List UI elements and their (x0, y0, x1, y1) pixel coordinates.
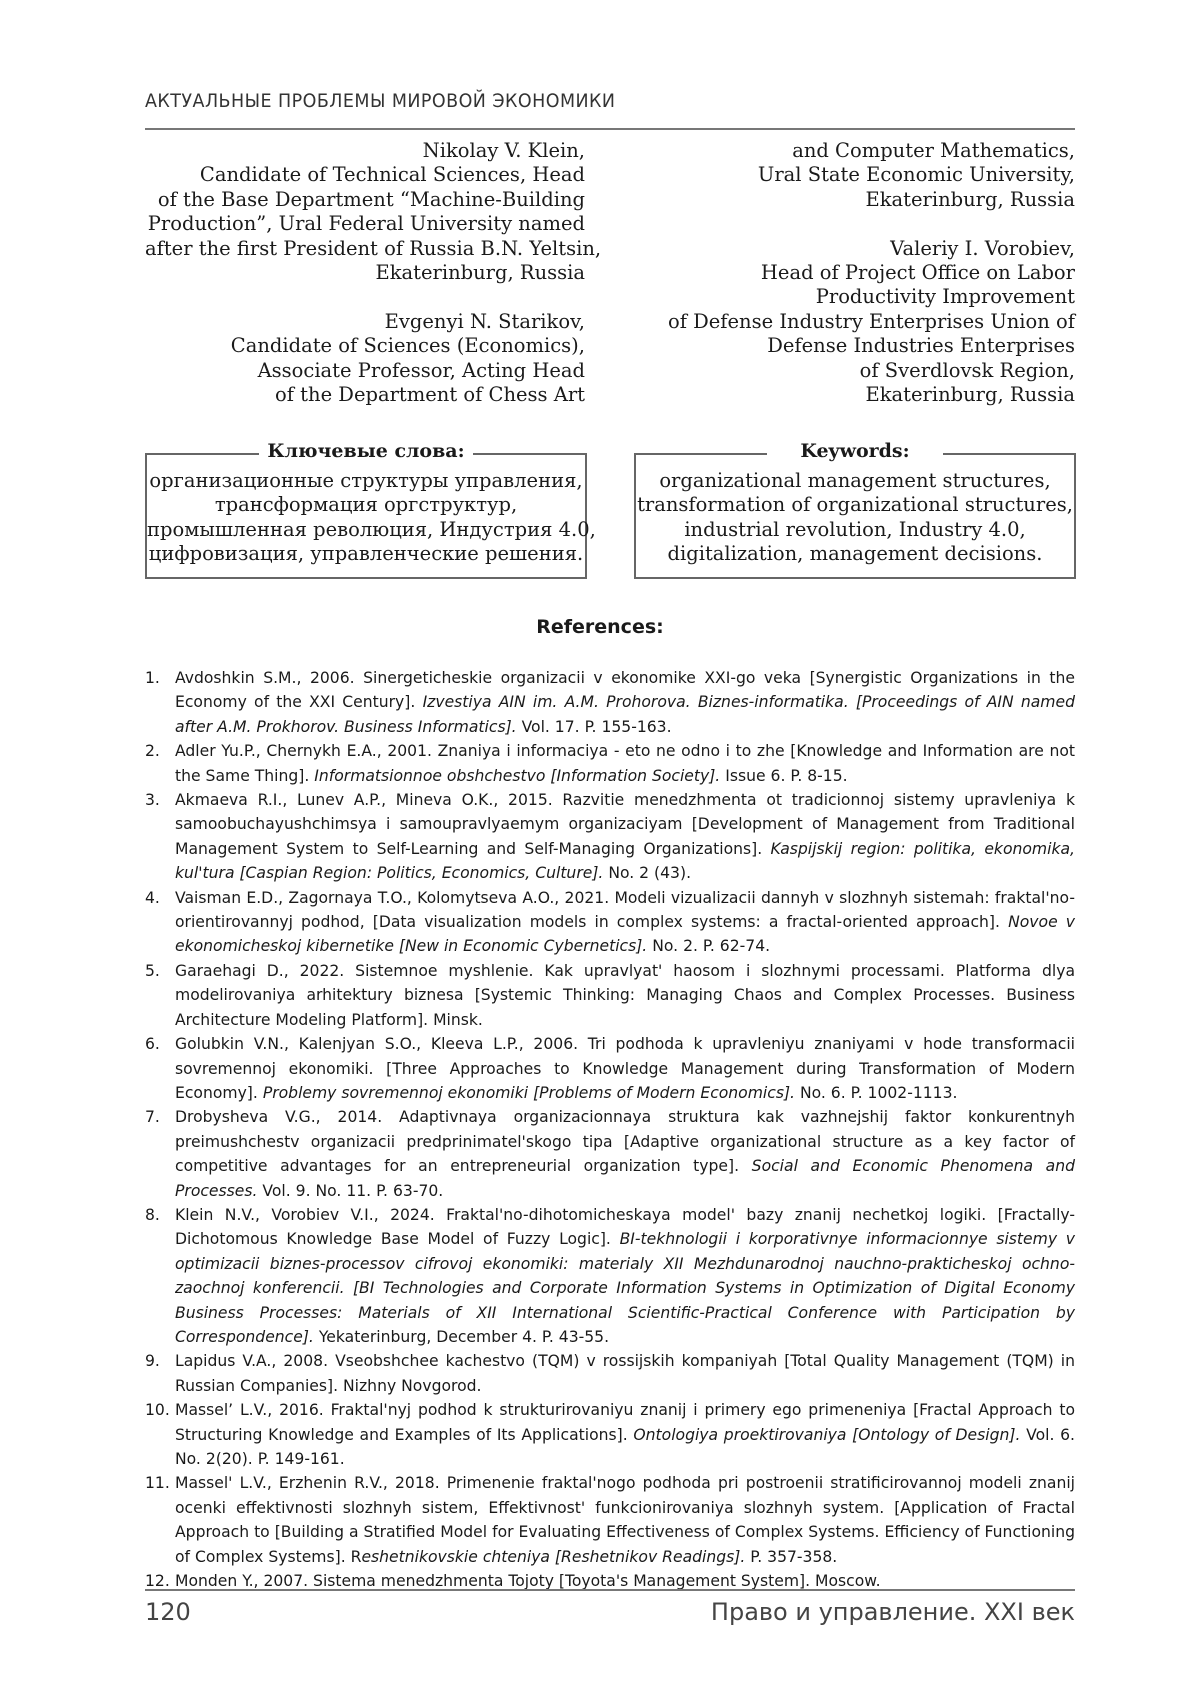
reference-item (145, 1032, 1075, 1105)
reference-journal: Social and Economic Phenomena and Processes. (175, 1157, 1076, 1200)
reference-tail: No. 2 (43). (603, 864, 692, 883)
keyword-line: digitalization, management decisions. (667, 542, 1043, 566)
authors-left-column (145, 139, 602, 407)
authors-right-column (635, 139, 1075, 407)
reference-text: Klein N.V., Vorobiev V.I., 2024. Fraktal'no-dihotomicheskaya model' bazy znanij nechetkoj logiki. [Fractally-Dichotomous Knowledge Base Model of Fuzzy Logic]. (175, 1205, 1075, 1249)
reference-journal: BI-tekhnologii i korporativnye informacionnye sistemy v optimizacii biznes-processov cifrovoj ekonomiki: materialy XII Mezhdunarodnoj nauchno-prakticheskoj ochno-zaochnoj konferencii. [BI Technologies and Corporate Information Systems in Optimization of Digital Economy Business Processes: Materials of XII International Scientific-Practical Conference with Participation by Correspondence]. (175, 1230, 1075, 1346)
reference-tail: Issue 6. P. 8-15. (720, 766, 848, 785)
reference-journal: Novoe v ekonomicheskoj kibernetike [New in Economic Cybernetics]. (175, 913, 1075, 956)
reference-item (145, 666, 1075, 739)
reference-journal: Izvestiya AIN im. A.M. Prohorova. Biznes-informatika. [Proceedings of AIN named after A.M. Prokhorov. Business Informatics]. (175, 693, 1075, 736)
journal-name: Право и управление. XXI век (710, 1598, 1075, 1626)
keywords-ru-title-text: Ключевые слова: (259, 440, 472, 462)
keywords-en-box (634, 440, 1076, 579)
author-line: Production”, Ural Federal University named (147, 212, 585, 236)
reference-tail: Vol. 17. P. 155-163. (516, 717, 672, 736)
reference-number: 5. (145, 961, 160, 980)
reference-number: 9. (145, 1352, 160, 1371)
author-line: of Defense Industry Enterprises Union of (667, 309, 1075, 333)
reference-text: Massel’ L.V., 2016. Fraktal'nyj podhod k strukturirovaniyu znanij i primery ego primeneniya [Fractal Approach to Structuring Knowledge and Examples of Its Applications]. (175, 1401, 1075, 1444)
reference-tail: No. 6. P. 1002-1113. (795, 1083, 958, 1102)
reference-item (145, 739, 1075, 788)
reference-text: Lapidus V.A., 2008. Vseobshchee kachestvo (TQM) v rossijskih kompaniyah [Total Quality Management (TQM) in Russian Companies]. Nizhny Novgorod. (175, 1352, 1075, 1395)
author-line: after the first President of Russia B.N. Yeltsin, (145, 236, 602, 260)
reference-item (145, 1105, 1075, 1203)
author-line: Evgenyi N. Starikov, (384, 309, 585, 333)
keywords-en-title (636, 439, 1074, 463)
reference-text: Golubkin V.N., Kalenjyan S.O., Kleeva L.P., 2006. Tri podhoda k upravleniyu znaniyami v hode transformacii sovremennoj ekonomiki. [Three Approaches to Knowledge Management during Transformation of Modern Economy]. (175, 1035, 1075, 1102)
keyword-line: организационные структуры управления, (149, 469, 583, 492)
reference-number: 6. (145, 1035, 160, 1054)
reference-item (145, 1398, 1075, 1471)
reference-number: 12. (145, 1572, 170, 1591)
author-line: of the Base Department “Machine-Building (157, 187, 585, 211)
author-line: of Sverdlovsk Region, (859, 358, 1075, 382)
keyword-line: промышленная революция, Индустрия 4.0, (147, 517, 596, 541)
keyword-line: industrial revolution, Industry 4.0, (684, 517, 1026, 541)
reference-journal: Kaspijskij region: politika, ekonomika, kul'tura [Caspian Region: Politics, Economics, Culture]. (175, 839, 1075, 883)
reference-number: 11. (145, 1474, 170, 1493)
reference-text: Vaisman E.D., Zagornaya T.O., Kolomytseva A.O., 2021. Modeli vizualizacii dannyh v slozhnyh sistemah: fraktal'no-orientirovannyj podhod, [Data visualization models in complex systems: a fractal-oriented approach]. (175, 888, 1075, 932)
keyword-line: трансформация оргструктур, (214, 493, 518, 517)
keyword-line: цифровизация, управленческие решения. (148, 542, 584, 566)
reference-number: 1. (145, 669, 160, 687)
reference-tail: Yekaterinburg, December 4. P. 43-55. (313, 1327, 610, 1346)
author-line: Nikolay V. Klein, (422, 139, 585, 162)
reference-number: 10. (145, 1401, 170, 1420)
reference-journal: Problemy sovremennoj ekonomiki [Problems of Modern Economics]. (262, 1083, 795, 1102)
reference-tail: No. 2. P. 62-74. (647, 937, 771, 956)
running-head: АКТУАЛЬНЫЕ ПРОБЛЕМЫ МИРОВОЙ ЭКОНОМИКИ (145, 90, 616, 112)
keywords-en-list (636, 453, 1074, 567)
footer-rule (145, 1589, 1075, 1591)
page-number: 120 (145, 1598, 191, 1626)
reference-text: Garaehagi D., 2022. Sistemnoe myshlenie. Kak upravlyat' haosom i slozhnymi processami. Platforma dlya modelirovaniya arhitektury biznesa [Systemic Thinking: Managing Chaos and Complex Processes. Business Architecture Modeling Platform]. Minsk. (175, 961, 1075, 1029)
reference-text: Massel' L.V., Erzhenin R.V., 2018. Primenenie fraktal'nogo podhoda pri postroenii stratificirovannoj modeli znanij ocenki effektivnosti slozhnyh sistem, Effektivnost' funkcionirovaniya slozhnyh system. [Application of Fractal Approach to [Building a Stratified Model for Evaluating Effectiveness of Complex Systems. Efficiency of Functioning of Complex Systems]. R (175, 1474, 1075, 1566)
reference-tail: Vol. 9. No. 11. P. 63-70. (257, 1181, 444, 1200)
reference-text: Adler Yu.P., Chernykh E.A., 2001. Znaniya i informaciya - eto ne odno i to zhe [Knowledge and Information are not the Same Thing]. (175, 742, 1075, 785)
keywords-ru-title (147, 439, 585, 463)
reference-number: 2. (145, 742, 160, 761)
reference-number: 4. (145, 888, 160, 907)
author-line: Associate Professor, Acting Head (257, 358, 585, 382)
author-line: Defense Industries Enterprises (767, 334, 1075, 358)
keywords-en-title-text: Keywords: (792, 440, 917, 462)
reference-item (145, 1471, 1075, 1569)
reference-text: Monden Y., 2007. Sistema menedzhmenta Tojoty [Toyota's Management System]. Moscow. (175, 1572, 881, 1591)
author-line: Ekaterinburg, Russia (375, 261, 585, 285)
author-line: Valeriy I. Vorobiev, (890, 236, 1075, 260)
reference-journal: eshetnikovskie chteniya [Reshetnikov Readings]. (361, 1547, 746, 1566)
header-rule (145, 128, 1075, 130)
reference-item (145, 1203, 1075, 1349)
reference-number: 7. (145, 1108, 160, 1127)
reference-tail: P. 357-358. (745, 1547, 838, 1566)
author-line: Candidate of Technical Sciences, Head (199, 163, 585, 187)
reference-item (145, 959, 1075, 1032)
author-gap (635, 212, 1075, 236)
author-line: Ural State Economic University, (757, 163, 1075, 187)
reference-text: Drobysheva V.G., 2014. Adaptivnaya organizacionnaya struktura kak vazhnejshij faktor konkurentnyh preimushchestv organizacii predprinimatel'skogo tipa [Adaptive organizational structure as a key factor of competitive advantages for an entrepreneurial organization type]. (175, 1108, 1075, 1176)
author-line: and Computer Mathematics, (792, 139, 1075, 162)
author-line: Productivity Improvement (815, 285, 1075, 309)
reference-number: 8. (145, 1205, 160, 1224)
author-line: of the Department of Chess Art (275, 383, 585, 407)
keywords-ru-list (147, 453, 596, 567)
reference-number: 3. (145, 791, 160, 810)
reference-tail: Vol. 6. No. 2(20). P. 149-161. (175, 1425, 1075, 1468)
reference-text: Avdoshkin S.M., 2006. Sinergeticheskie organizacii v ekonomike XXI-go veka [Synergistic Organizations in the Economy of the XXI Century]. (175, 669, 1075, 712)
author-line: Head of Project Office on Labor (760, 261, 1075, 285)
reference-journal: Ontologiya proektirovaniya [Ontology of Design]. (633, 1425, 1021, 1444)
reference-item (145, 788, 1075, 886)
author-gap (145, 285, 585, 309)
references-list (145, 666, 1075, 1593)
keywords-ru-box (145, 440, 596, 579)
reference-item (145, 1349, 1075, 1398)
author-line: Ekaterinburg, Russia (865, 383, 1075, 407)
keyword-line: transformation of organizational structures, (637, 493, 1073, 517)
author-line: Ekaterinburg, Russia (865, 187, 1075, 211)
keyword-line: organizational management structures, (659, 469, 1051, 492)
reference-text: Akmaeva R.I., Lunev A.P., Mineva O.K., 2015. Razvitie menedzhmenta ot tradicionnoj sistemy upravleniya k samoobuchayushchimsya i samoupravlyaemym organizaciyam [Development of Management from Traditional Management System to Self-Learning and Self-Managing Organizations]. (175, 791, 1075, 858)
author-line: Candidate of Sciences (Economics), (230, 334, 585, 358)
reference-item (145, 886, 1075, 959)
reference-journal: Informatsionnoe obshchestvo [Information Society]. (314, 766, 721, 785)
references-heading: References: (536, 616, 664, 638)
